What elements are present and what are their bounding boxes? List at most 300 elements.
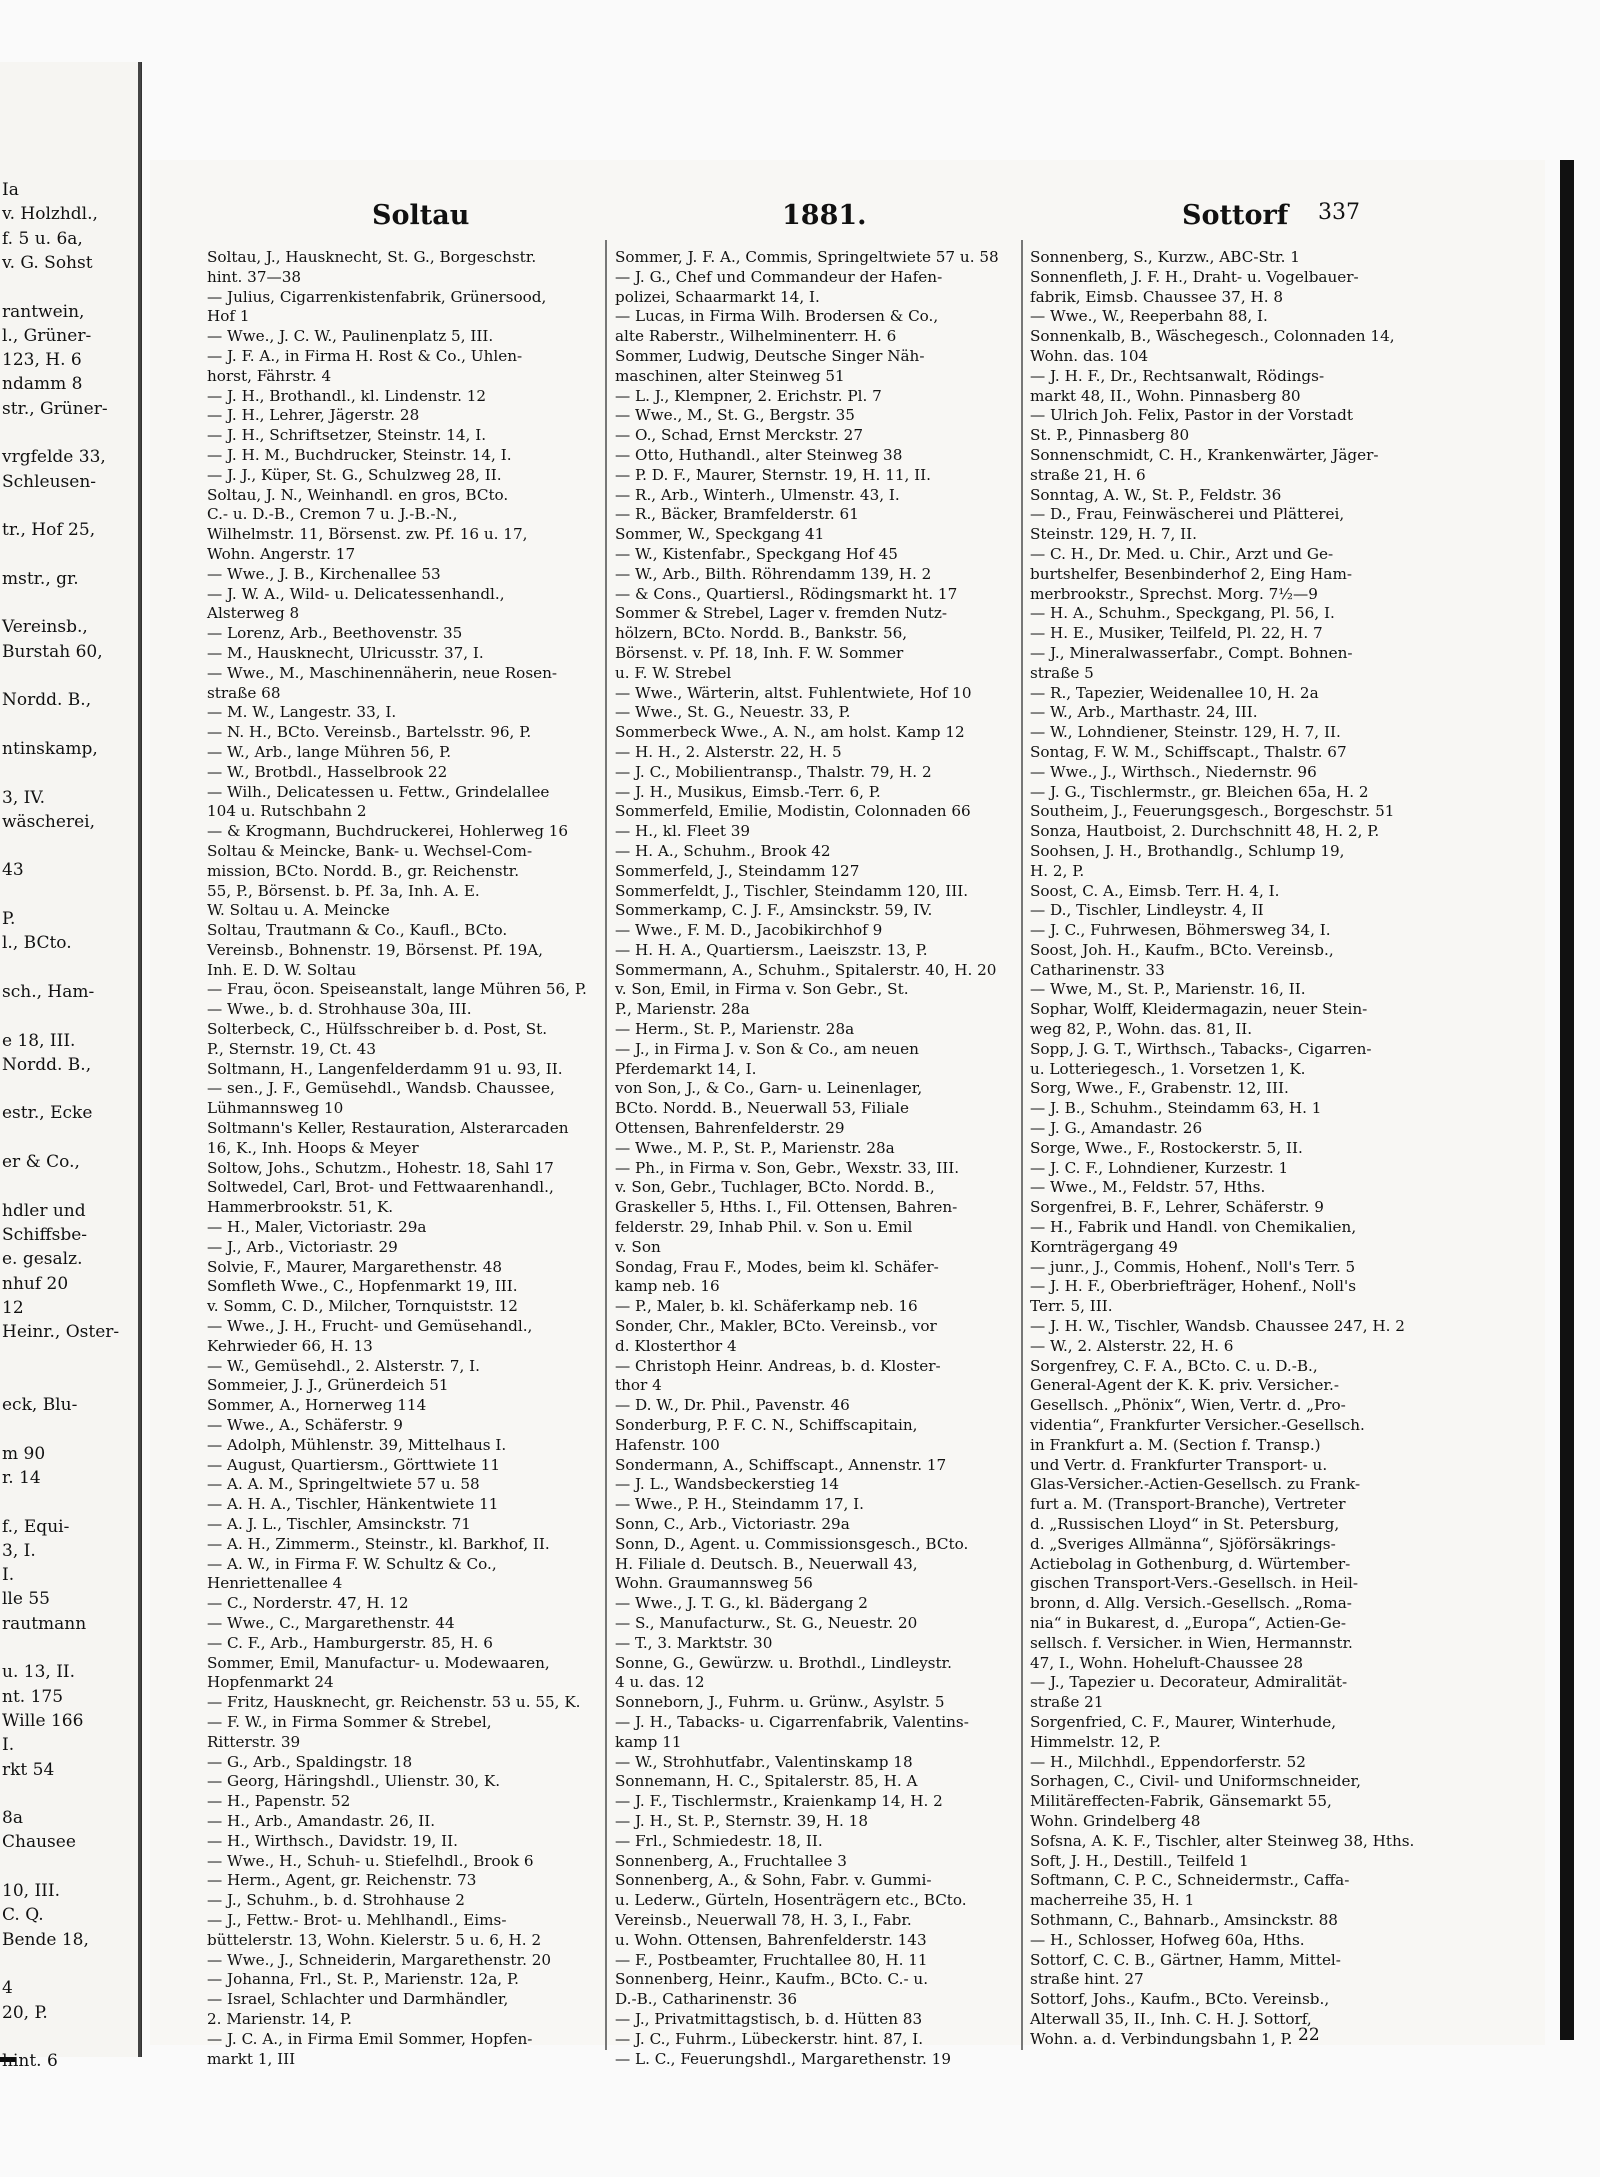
directory-entry-line: H. 2, P. xyxy=(1030,861,1085,880)
directory-entry-line: Ottensen, Bahrenfelderstr. 29 xyxy=(615,1119,845,1138)
directory-column-1 xyxy=(207,248,595,2068)
directory-entry-line: Lühmannsweg 10 xyxy=(207,1099,344,1118)
directory-entry-line: — W., 2. Alsterstr. 22, H. 6 xyxy=(1030,1336,1234,1355)
facing-page-text-fragment: Schiffsbe- xyxy=(2,1224,88,1245)
directory-entry-line: Steinstr. 129, H. 7, II. xyxy=(1030,525,1197,544)
directory-entry-line: — W., Arb., lange Mühren 56, P. xyxy=(207,742,452,761)
directory-entry-line: Catharinenstr. 33 xyxy=(1030,960,1165,979)
directory-entry-line: — Georg, Häringshdl., Ulienstr. 30, K. xyxy=(207,1772,501,1791)
directory-entry-line: Sonderburg, P. F. C. N., Schiffscapitain, xyxy=(615,1416,918,1435)
directory-entry-line: maschinen, alter Steinweg 51 xyxy=(615,366,845,385)
directory-entry-line: Sonnenberg, Heinr., Kaufm., BCto. C.- u. xyxy=(615,1970,929,1989)
directory-entry-line: Soltow, Johs., Schutzm., Hohestr. 18, Sahl 17 xyxy=(207,1158,554,1177)
directory-entry-line: 16, K., Inh. Hoops & Meyer xyxy=(207,1138,419,1157)
directory-entry-line: — J. W. A., Wild- u. Delicatessenhandl., xyxy=(207,584,505,603)
facing-page-text-fragment: v. G. Sohst xyxy=(2,252,93,273)
directory-entry-line: — F., Postbeamter, Fruchtallee 80, H. 11 xyxy=(615,1950,928,1969)
directory-entry-line: — N. H., BCto. Vereinsb., Bartelsstr. 96, P. xyxy=(207,723,532,742)
directory-entry-line: — J. H., Lehrer, Jägerstr. 28 xyxy=(207,406,420,425)
directory-entry-line: — J. H., Tabacks- u. Cigarrenfabrik, Valentins- xyxy=(615,1712,969,1731)
directory-entry-line: — sen., J. F., Gemüsehdl., Wandsb. Chaussee, xyxy=(207,1079,555,1098)
directory-entry-line: — H., Schlosser, Hofweg 60a, Hths. xyxy=(1030,1930,1305,1949)
directory-entry-line: Southeim, J., Feuerungsgesch., Borgeschstr. 51 xyxy=(1030,802,1395,821)
directory-entry-line: — Ulrich Joh. Felix, Pastor in der Vorstadt xyxy=(1030,406,1353,425)
directory-entry-line: Sothmann, C., Bahnarb., Amsinckstr. 88 xyxy=(1030,1910,1338,1929)
directory-entry-line: Hafenstr. 100 xyxy=(615,1435,720,1454)
directory-entry-line: — H., Wirthsch., Davidstr. 19, II. xyxy=(207,1831,458,1850)
directory-entry-line: — Wwe., St. G., Neuestr. 33, P. xyxy=(615,703,851,722)
directory-entry-line: Hof 1 xyxy=(207,307,250,326)
directory-entry-line: — A. W., in Firma F. W. Schultz & Co., xyxy=(207,1554,497,1573)
facing-page-text-fragment: I. xyxy=(2,1735,15,1756)
directory-entry-line: — J., Fettw.- Brot- u. Mehlhandl., Eims- xyxy=(207,1910,507,1929)
directory-entry-line: — Wwe., J. C. W., Paulinenplatz 5, III. xyxy=(207,327,494,346)
facing-page-text-fragment: vrgfelde 33, xyxy=(2,447,106,468)
directory-entry-line: burtshelfer, Besenbinderhof 2, Eing Ham- xyxy=(1030,564,1352,583)
directory-entry-line: — Julius, Cigarrenkistenfabrik, Grünersood, xyxy=(207,287,547,306)
directory-entry-line: — August, Quartiersm., Görttwiete 11 xyxy=(207,1455,501,1474)
column-rule xyxy=(605,240,607,2050)
directory-entry-line: Sommer, Ludwig, Deutsche Singer Näh- xyxy=(615,346,925,365)
directory-entry-line: — J. C., Mobilientransp., Thalstr. 79, H. 2 xyxy=(615,762,932,781)
directory-entry-line: — H., Milchhdl., Eppendorferstr. 52 xyxy=(1030,1752,1306,1771)
facing-page-text-fragment: v. Holzhdl., xyxy=(2,204,98,225)
directory-entry-line: Gesellsch. „Phönix“, Wien, Vertr. d. „Pro- xyxy=(1030,1396,1346,1415)
directory-entry-line: W. Soltau u. A. Meincke xyxy=(207,901,390,920)
directory-entry-line: BCto. Nordd. B., Neuerwall 53, Filiale xyxy=(615,1099,910,1118)
directory-entry-line: — Herm., Agent, gr. Reichenstr. 73 xyxy=(207,1871,477,1890)
directory-entry-line: — Wwe., J., Wirthsch., Niedernstr. 96 xyxy=(1030,762,1317,781)
directory-entry-line: — Otto, Huthandl., alter Steinweg 38 xyxy=(615,445,903,464)
directory-entry-line: u. Lederw., Gürteln, Hosenträgern etc., BCto. xyxy=(615,1891,967,1910)
directory-entry-line: — Christoph Heinr. Andreas, b. d. Kloster- xyxy=(615,1356,941,1375)
directory-entry-line: Soltau, Trautmann & Co., Kaufl., BCto. xyxy=(207,921,508,940)
directory-entry-line: — Israel, Schlachter und Darmhändler, xyxy=(207,1990,509,2009)
facing-page-text-fragment: lle 55 xyxy=(2,1589,50,1610)
header-year: 1881. xyxy=(782,200,867,231)
directory-entry-line: Sommerfeld, J., Steindamm 127 xyxy=(615,861,860,880)
directory-entry-line: Sofsna, A. K. F., Tischler, alter Steinweg 38, Hths. xyxy=(1030,1831,1415,1850)
directory-entry-line: Sommer, J. F. A., Commis, Springeltwiete 57 u. 58 xyxy=(615,248,999,266)
directory-entry-line: Glas-Versicher.-Actien-Gesellsch. zu Frank- xyxy=(1030,1475,1361,1494)
directory-entry-line: — A. J. L., Tischler, Amsinckstr. 71 xyxy=(207,1515,471,1533)
facing-page-text-fragment: P. xyxy=(2,909,16,929)
directory-entry-line: — Wwe., H., Schuh- u. Stiefelhdl., Brook 6 xyxy=(207,1851,534,1870)
directory-entry-line: — Wwe., J. B., Kirchenallee 53 xyxy=(207,564,441,583)
facing-page-text-fragment: Wille 166 xyxy=(2,1710,84,1731)
directory-entry-line: — D. W., Dr. Phil., Pavenstr. 46 xyxy=(615,1396,850,1415)
directory-entry-line: — J. H. F., Oberbriefträger, Hohenf., Noll's xyxy=(1030,1277,1356,1296)
directory-entry-line: d. „Sveriges Allmänna“, Sjöförsäkrings- xyxy=(1030,1534,1336,1553)
directory-entry-line: Militäreffecten-Fabrik, Gänsemarkt 55, xyxy=(1030,1792,1332,1811)
directory-entry-line: merbrookstr., Sprechst. Morg. 7½—9 xyxy=(1030,584,1318,603)
directory-entry-line: — W., Kistenfabr., Speckgang Hof 45 xyxy=(615,544,898,563)
directory-entry-line: straße hint. 27 xyxy=(1030,1970,1144,1989)
directory-entry-line: — Wwe., J. H., Frucht- und Gemüsehandl., xyxy=(207,1317,533,1336)
directory-entry-line: und Vertr. d. Frankfurter Transport- u. xyxy=(1030,1455,1328,1474)
directory-entry-line: v. Son xyxy=(615,1237,661,1256)
directory-entry-line: C.- u. D.-B., Cremon 7 u. J.-B.-N., xyxy=(207,505,458,524)
facing-page-text-fragment: Bende 18, xyxy=(2,1929,89,1950)
facing-page-text-fragment: l., Grüner- xyxy=(2,325,92,346)
directory-entry-line: — J. G., Tischlermstr., gr. Bleichen 65a, H. 2 xyxy=(1030,782,1369,801)
directory-entry-line: Soohsen, J. H., Brothandlg., Schlump 19, xyxy=(1030,841,1345,860)
directory-entry-line: 47, I., Wohn. Hoheluft-Chaussee 28 xyxy=(1030,1653,1304,1672)
facing-page-text-fragment: Vereinsb., xyxy=(2,617,88,638)
directory-entry-line: Ritterstr. 39 xyxy=(207,1732,301,1751)
directory-entry-line: Sorgenfried, C. F., Maurer, Winterhude, xyxy=(1030,1712,1337,1731)
directory-entry-line: d. „Russischen Lloyd“ in St. Petersburg, xyxy=(1030,1515,1340,1533)
facing-page-text-fragment: f., Equi- xyxy=(2,1516,70,1537)
directory-entry-line: in Frankfurt a. M. (Section f. Transp.) xyxy=(1030,1435,1321,1454)
directory-entry-line: Sommerbeck Wwe., A. N., am holst. Kamp 12 xyxy=(615,723,965,742)
facing-page-text-fragment: sch., Ham- xyxy=(2,981,95,1002)
directory-entry-line: Soltau & Meincke, Bank- u. Wechsel-Com- xyxy=(207,841,533,860)
directory-entry-line: — O., Schad, Ernst Merckstr. 27 xyxy=(615,426,864,445)
facing-page-text-fragment: e 18, III. xyxy=(2,1030,76,1051)
directory-entry-line: — H., Arb., Amandastr. 26, II. xyxy=(207,1811,436,1830)
directory-entry-line: — J. H., Schriftsetzer, Steinstr. 14, I. xyxy=(207,426,487,445)
running-header xyxy=(150,200,1545,234)
directory-entry-line: H. Filiale d. Deutsch. B., Neuerwall 43, xyxy=(615,1554,918,1573)
directory-entry-line: — Wwe., A., Schäferstr. 9 xyxy=(207,1416,403,1435)
facing-page-text-fragment: 8a xyxy=(2,1808,23,1829)
directory-entry-line: — & Krogmann, Buchdruckerei, Hohlerweg 16 xyxy=(207,822,569,841)
directory-entry-line: — C. F., Arb., Hamburgerstr. 85, H. 6 xyxy=(207,1633,493,1652)
directory-entry-line: D.-B., Catharinenstr. 36 xyxy=(615,1990,797,2009)
directory-entry-line: mission, BCto. Nordd. B., gr. Reichenstr. xyxy=(207,861,520,880)
directory-entry-line: Sottorf, C. C. B., Gärtner, Hamm, Mittel- xyxy=(1030,1950,1341,1969)
directory-entry-line: — J., Schuhm., b. d. Strohhause 2 xyxy=(207,1891,465,1910)
directory-entry-line: Soost, Joh. H., Kaufm., BCto. Vereinsb., xyxy=(1030,940,1334,959)
directory-entry-line: — Lucas, in Firma Wilh. Brodersen & Co., xyxy=(615,307,939,326)
directory-entry-line: — Wwe., b. d. Strohhause 30a, III. xyxy=(207,1000,472,1019)
directory-entry-line: — A. H., Zimmerm., Steinstr., kl. Barkhof, II. xyxy=(207,1534,550,1553)
directory-entry-line: Sommerkamp, C. J. F., Amsinckstr. 59, IV. xyxy=(615,901,933,920)
directory-entry-line: — J., Arb., Victoriastr. 29 xyxy=(207,1237,398,1256)
directory-entry-line: Sophar, Wolff, Kleidermagazin, neuer Stein- xyxy=(1030,1000,1368,1019)
directory-entry-line: — Wwe., P. H., Steindamm 17, I. xyxy=(615,1495,864,1514)
directory-entry-line: polizei, Schaarmarkt 14, I. xyxy=(615,287,820,306)
directory-entry-line: v. Somm, C. D., Milcher, Tornquiststr. 12 xyxy=(207,1297,518,1316)
directory-entry-line: — W., Gemüsehdl., 2. Alsterstr. 7, I. xyxy=(207,1356,480,1375)
signature-mark: 22 xyxy=(1298,2025,1320,2045)
facing-page-text-fragment: er & Co., xyxy=(2,1152,80,1172)
directory-entry-line: — J. F. A., in Firma H. Rost & Co., Uhlen- xyxy=(207,346,523,365)
directory-entry-line: Sontag, F. W. M., Schiffscapt., Thalstr. 67 xyxy=(1030,742,1347,761)
directory-entry-line: Sorhagen, C., Civil- und Uniformschneider, xyxy=(1030,1772,1361,1791)
facing-page-text-fragment: 20, P. xyxy=(2,2002,48,2023)
directory-entry-line: Kehrwieder 66, H. 13 xyxy=(207,1336,373,1355)
facing-page-text-fragment: rantwein, xyxy=(2,301,85,322)
directory-entry-line: — L. C., Feuerungshdl., Margarethenstr. 19 xyxy=(615,2049,951,2068)
directory-entry-line: Sonnenberg, A., & Sohn, Fabr. v. Gummi- xyxy=(615,1871,932,1890)
directory-entry-line: Somfleth Wwe., C., Hopfenmarkt 19, III. xyxy=(207,1277,518,1296)
directory-entry-line: — J. C. F., Lohndiener, Kurzestr. 1 xyxy=(1030,1158,1289,1177)
directory-entry-line: Sorgenfrei, B. F., Lehrer, Schäferstr. 9 xyxy=(1030,1198,1324,1217)
directory-entry-line: Sonn, D., Agent. u. Commissionsgesch., BCto. xyxy=(615,1534,969,1553)
directory-entry-line: — H., Fabrik und Handl. von Chemikalien, xyxy=(1030,1218,1357,1237)
directory-entry-line: — R., Arb., Winterh., Ulmenstr. 43, I. xyxy=(615,485,900,504)
directory-entry-line: — D., Tischler, Lindleystr. 4, II xyxy=(1030,901,1264,920)
book-gutter xyxy=(138,62,141,2057)
directory-entry-line: Vereinsb., Bohnenstr. 19, Börsenst. Pf. 19A, xyxy=(207,940,543,959)
facing-page-text-fragment: rkt 54 xyxy=(2,1759,55,1780)
directory-entry-line: kamp neb. 16 xyxy=(615,1277,720,1296)
directory-entry-line: Sorge, Wwe., F., Rostockerstr. 5, II. xyxy=(1030,1138,1303,1157)
directory-entry-line: markt 48, II., Wohn. Pinnasberg 80 xyxy=(1030,386,1301,405)
directory-entry-line: Soost, C. A., Eimsb. Terr. H. 4, I. xyxy=(1030,881,1280,900)
directory-entry-line: — A. H. A., Tischler, Hänkentwiete 11 xyxy=(207,1495,499,1514)
directory-entry-line: 2. Marienstr. 14, P. xyxy=(207,2009,352,2028)
directory-entry-line: — H. A., Schuhm., Brook 42 xyxy=(615,841,831,860)
directory-entry-line: — J. H. W., Tischler, Wandsb. Chaussee 247, H. 2 xyxy=(1030,1317,1405,1336)
directory-entry-line: — Johanna, Frl., St. P., Marienstr. 12a, P. xyxy=(207,1970,519,1989)
directory-entry-line: — A. A. M., Springeltwiete 57 u. 58 xyxy=(207,1475,480,1494)
directory-entry-line: — F. W., in Firma Sommer & Strebel, xyxy=(207,1712,492,1731)
directory-entry-line: Sonneborn, J., Fuhrm. u. Grünw., Asylstr. 5 xyxy=(615,1693,945,1712)
directory-entry-line: — J. J., Küper, St. G., Schulzweg 28, II. xyxy=(207,465,502,484)
directory-entry-line: Sonntag, A. W., St. P., Feldstr. 36 xyxy=(1030,485,1282,504)
directory-entry-line: — J., Tapezier u. Decorateur, Admiralität- xyxy=(1030,1673,1348,1692)
directory-entry-line: Wohn. a. d. Verbindungsbahn 1, P. xyxy=(1030,2029,1293,2048)
directory-entry-line: — Fritz, Hausknecht, gr. Reichenstr. 53 u. 55, K. xyxy=(207,1693,581,1712)
directory-entry-line: von Son, J., & Co., Garn- u. Leinenlager, xyxy=(615,1079,923,1098)
directory-entry-line: sellsch. f. Versicher. in Wien, Hermannstr. xyxy=(1030,1633,1353,1652)
directory-entry-line: — J. B., Schuhm., Steindamm 63, H. 1 xyxy=(1030,1099,1322,1118)
facing-page-text-fragment: wäscherei, xyxy=(2,811,95,832)
page-number: 337 xyxy=(1318,200,1360,225)
directory-entry-line: u. Wohn. Ottensen, Bahrenfelderstr. 143 xyxy=(615,1930,927,1949)
directory-entry-line: — Lorenz, Arb., Beethovenstr. 35 xyxy=(207,624,463,643)
directory-entry-line: — W., Brotbdl., Hasselbrook 22 xyxy=(207,762,448,781)
directory-entry-line: horst, Fährstr. 4 xyxy=(207,366,332,385)
directory-entry-line: Wilhelmstr. 11, Börsenst. zw. Pf. 16 u. 17, xyxy=(207,525,528,544)
directory-entry-line: Sopp, J. G. T., Wirthsch., Tabacks-, Cigarren- xyxy=(1030,1039,1372,1058)
directory-entry-line: Sonn, C., Arb., Victoriastr. 29a xyxy=(615,1515,850,1533)
directory-entry-line: — Wwe., W., Reeperbahn 88, I. xyxy=(1030,307,1268,326)
directory-entry-line: P., Sternstr. 19, Ct. 43 xyxy=(207,1039,376,1058)
directory-entry-line: büttelerstr. 13, Wohn. Kielerstr. 5 u. 6, H. 2 xyxy=(207,1930,542,1949)
directory-entry-line: — J. H. M., Buchdrucker, Steinstr. 14, I. xyxy=(207,445,512,464)
directory-entry-line: Sommer, Emil, Manufactur- u. Modewaaren, xyxy=(207,1653,550,1672)
directory-column-3 xyxy=(1030,248,1435,2048)
facing-page-text-fragment: nt. 175 xyxy=(2,1686,64,1707)
directory-entry-line: — Adolph, Mühlenstr. 39, Mittelhaus I. xyxy=(207,1435,507,1454)
directory-entry-line: — Wwe., M., Maschinennäherin, neue Rosen- xyxy=(207,663,558,682)
directory-entry-line: Sommer, W., Speckgang 41 xyxy=(615,525,825,544)
directory-entry-line: St. P., Pinnasberg 80 xyxy=(1030,426,1190,445)
directory-entry-line: Hopfenmarkt 24 xyxy=(207,1673,334,1692)
directory-entry-line: Sommer, A., Hornerweg 114 xyxy=(207,1396,427,1415)
facing-page-text-fragment: I. xyxy=(2,1565,15,1586)
directory-entry-line: — R., Tapezier, Weidenallee 10, H. 2a xyxy=(1030,683,1319,702)
directory-entry-line: Sommeier, J. J., Grünerdeich 51 xyxy=(207,1376,449,1395)
directory-entry-line: d. Klosterthor 4 xyxy=(615,1336,737,1355)
column-rule xyxy=(1021,240,1023,2050)
facing-page-text-fragment: Heinr., Oster- xyxy=(2,1322,120,1343)
directory-entry-line: — W., Arb., Bilth. Röhrendamm 139, H. 2 xyxy=(615,564,932,583)
facing-page-text-fragment: Chausee xyxy=(2,1832,76,1853)
directory-entry-line: Sonnenkalb, B., Wäschegesch., Colonnaden 14, xyxy=(1030,327,1395,346)
facing-page-text-fragment: l., BCto. xyxy=(2,933,72,954)
directory-entry-line: Sorgenfrey, C. F. A., BCto. C. u. D.-B., xyxy=(1030,1356,1318,1375)
directory-entry-line: v. Son, Emil, in Firma v. Son Gebr., St. xyxy=(615,980,909,999)
directory-entry-line: — P. D. F., Maurer, Sternstr. 19, H. 11, II. xyxy=(615,465,932,484)
directory-entry-line: u. F. W. Strebel xyxy=(615,663,732,682)
directory-entry-line: Hammerbrookstr. 51, K. xyxy=(207,1198,394,1217)
directory-entry-line: — M., Hausknecht, Ulricusstr. 37, I. xyxy=(207,643,484,662)
directory-entry-line: — H. H. A., Quartiersm., Laeiszstr. 13, P. xyxy=(615,940,928,959)
facing-page-text-fragment: ntinskamp, xyxy=(2,738,98,759)
directory-entry-line: — & Cons., Quartiersl., Rödingsmarkt ht. 17 xyxy=(615,584,958,603)
directory-entry-line: — junr., J., Commis, Hohenf., Noll's Terr. 5 xyxy=(1030,1257,1356,1276)
directory-entry-line: — Herm., St. P., Marienstr. 28a xyxy=(615,1020,855,1039)
directory-entry-line: straße 21 xyxy=(1030,1693,1104,1712)
directory-entry-line: Kornträgergang 49 xyxy=(1030,1237,1178,1256)
directory-entry-line: — J., Mineralwasserfabr., Compt. Bohnen- xyxy=(1030,643,1353,662)
facing-page-text-fragment: C. Q. xyxy=(2,1905,44,1926)
facing-page-text-fragment: hdler und xyxy=(2,1200,86,1221)
directory-entry-line: — Frau, öcon. Speiseanstalt, lange Mühren 56, P. xyxy=(207,980,587,999)
directory-entry-line: — J., Privatmittagstisch, b. d. Hütten 83 xyxy=(615,2009,923,2028)
directory-entry-line: — J. F., Tischlermstr., Kraienkamp 14, H. 2 xyxy=(615,1792,943,1811)
directory-entry-line: kamp 11 xyxy=(615,1732,682,1751)
facing-page-text-fragment: Nordd. B., xyxy=(2,690,92,711)
facing-page-text-fragment: Burstah 60, xyxy=(2,641,103,662)
facing-page-text-fragment: Ia xyxy=(2,180,19,200)
directory-entry-line: — L. J., Klempner, 2. Erichstr. Pl. 7 xyxy=(615,386,882,405)
directory-entry-line: — W., Strohhutfabr., Valentinskamp 18 xyxy=(615,1752,913,1771)
directory-entry-line: — Ph., in Firma v. Son, Gebr., Wexstr. 33, III. xyxy=(615,1158,960,1177)
directory-entry-line: — Wwe., M., Feldstr. 57, Hths. xyxy=(1030,1178,1266,1197)
facing-page-text-fragment: estr., Ecke xyxy=(2,1103,93,1124)
facing-page-text-fragment: 3, I. xyxy=(2,1540,36,1561)
facing-page-text-fragment: mstr., gr. xyxy=(2,568,79,589)
facing-page-text-fragment: r. 14 xyxy=(2,1467,41,1488)
directory-entry-line: — J. C., Fuhrwesen, Böhmersweg 34, I. xyxy=(1030,921,1331,940)
directory-entry-line: — W., Arb., Marthastr. 24, III. xyxy=(1030,703,1258,722)
facing-page-text-fragment: hint. 6 xyxy=(2,2051,58,2072)
directory-entry-line: fabrik, Eimsb. Chaussee 37, H. 8 xyxy=(1030,287,1284,306)
facing-page-text-fragment: 3, IV. xyxy=(2,787,46,808)
facing-page-text-fragment: str., Grüner- xyxy=(2,398,108,419)
directory-entry-line: Sorg, Wwe., F., Grabenstr. 12, III. xyxy=(1030,1079,1289,1098)
directory-entry-line: videntia“, Frankfurter Versicher.-Gesellsch. xyxy=(1030,1416,1365,1435)
facing-page-text-fragment: Nordd. B., xyxy=(2,1054,92,1075)
scan-right-border xyxy=(1560,160,1574,2040)
directory-entry-line: Inh. E. D. W. Soltau xyxy=(207,960,357,979)
directory-entry-line: alte Raberstr., Wilhelminenterr. H. 6 xyxy=(615,327,897,346)
directory-entry-line: hölzern, BCto. Nordd. B., Bankstr. 56, xyxy=(615,624,908,643)
directory-entry-line: Solterbeck, C., Hülfsschreiber b. d. Post, St. xyxy=(207,1020,548,1039)
directory-entry-line: Sonnemann, H. C., Spitalerstr. 85, H. A xyxy=(615,1772,918,1791)
directory-entry-line: felderstr. 29, Inhab Phil. v. Son u. Emil xyxy=(615,1218,913,1237)
directory-entry-line: Sonza, Hautboist, 2. Durchschnitt 48, H. 2, P. xyxy=(1030,822,1380,841)
directory-entry-line: Wohn. Graumannsweg 56 xyxy=(615,1574,813,1593)
directory-entry-line: Sottorf, Johs., Kaufm., BCto. Vereinsb., xyxy=(1030,1990,1330,2009)
directory-entry-line: — J. G., Chef und Commandeur der Hafen- xyxy=(615,267,943,286)
directory-entry-line: — Wwe., M., St. G., Bergstr. 35 xyxy=(615,406,855,425)
directory-entry-line: — C., Norderstr. 47, H. 12 xyxy=(207,1594,409,1613)
directory-entry-line: Softmann, C. P. C., Schneidermstr., Caffa- xyxy=(1030,1871,1350,1890)
directory-entry-line: Soft, J. H., Destill., Teilfeld 1 xyxy=(1030,1851,1249,1870)
header-first-name: Soltau xyxy=(372,200,470,231)
facing-page-text-fragment: m 90 xyxy=(2,1443,46,1464)
directory-entry-line: Wohn. Grindelberg 48 xyxy=(1030,1811,1201,1830)
directory-entry-line: Wohn. das. 104 xyxy=(1030,346,1149,365)
directory-entry-line: — H., Maler, Victoriastr. 29a xyxy=(207,1218,427,1237)
directory-entry-line: — J. H., St. P., Sternstr. 39, H. 18 xyxy=(615,1811,868,1830)
facing-page-text-fragment: u. 13, II. xyxy=(2,1662,76,1683)
directory-entry-line: straße 5 xyxy=(1030,663,1094,682)
directory-column-2 xyxy=(615,248,1013,2068)
directory-entry-line: Wohn. Angerstr. 17 xyxy=(207,544,356,563)
directory-entry-line: 55, P., Börsenst. b. Pf. 3a, Inh. A. E. xyxy=(207,881,480,900)
directory-entry-line: Sonnenschmidt, C. H., Krankenwärter, Jäger- xyxy=(1030,445,1379,464)
directory-entry-line: Sondag, Frau F., Modes, beim kl. Schäfer- xyxy=(615,1257,939,1276)
directory-entry-line: u. Lotteriegesch., 1. Vorsetzen 1, K. xyxy=(1030,1059,1306,1078)
facing-page-text-fragment: 43 xyxy=(2,860,24,881)
directory-entry-line: Sonder, Chr., Makler, BCto. Vereinsb., vor xyxy=(615,1317,937,1336)
directory-entry-line: Terr. 5, III. xyxy=(1030,1297,1113,1316)
directory-entry-line: — G., Arb., Spaldingstr. 18 xyxy=(207,1752,413,1771)
directory-entry-line: — J. G., Amandastr. 26 xyxy=(1030,1119,1203,1138)
header-last-name: Sottorf xyxy=(1182,200,1289,231)
directory-entry-line: — J. C. A., in Firma Emil Sommer, Hopfen- xyxy=(207,2029,533,2048)
directory-entry-line: thor 4 xyxy=(615,1376,662,1395)
directory-entry-line: Soltmann's Keller, Restauration, Alsterarcaden xyxy=(207,1119,569,1138)
directory-entry-line: Sommer & Strebel, Lager v. fremden Nutz- xyxy=(615,604,948,623)
directory-entry-line: Soltmann, H., Langenfelderdamm 91 u. 93, II. xyxy=(207,1059,563,1078)
directory-entry-line: macherreihe 35, H. 1 xyxy=(1030,1891,1195,1910)
directory-entry-line: Sonnenfleth, J. F. H., Draht- u. Vogelbauer- xyxy=(1030,267,1359,286)
facing-page-text-fragment: 10, III. xyxy=(2,1881,60,1901)
directory-entry-line: — J. L., Wandsbeckerstieg 14 xyxy=(615,1475,840,1494)
directory-entry-line: — S., Manufacturw., St. G., Neuestr. 20 xyxy=(615,1613,918,1632)
directory-page xyxy=(150,160,1545,2068)
directory-entry-line: — Wwe., Wärterin, altst. Fuhlentwiete, Hof 10 xyxy=(615,683,972,702)
directory-entry-line: Sonnenberg, A., Fruchtallee 3 xyxy=(615,1851,847,1870)
directory-entry-line: — Wwe., J. T. G., kl. Bädergang 2 xyxy=(615,1594,868,1613)
directory-entry-line: Sommerfeldt, J., Tischler, Steindamm 120, III. xyxy=(615,881,969,900)
facing-page-text-fragment: e. gesalz. xyxy=(2,1249,83,1270)
directory-entry-line: Actiebolag in Gothenburg, d. Würtember- xyxy=(1030,1554,1351,1573)
directory-entry-line: nia“ in Bukarest, d. „Europa“, Actien-Ge- xyxy=(1030,1613,1347,1632)
directory-entry-line: 4 u. das. 12 xyxy=(615,1673,705,1692)
directory-entry-line: Sonne, G., Gewürzw. u. Brothdl., Lindleystr. xyxy=(615,1653,952,1672)
directory-entry-line: Alterwall 35, II., Inh. C. H. J. Sottorf, xyxy=(1030,2009,1312,2028)
directory-entry-line: Himmelstr. 12, P. xyxy=(1030,1732,1161,1751)
directory-entry-line: Soltau, J., Hausknecht, St. G., Borgeschstr. xyxy=(207,248,537,266)
directory-entry-line: — Wwe., J., Schneiderin, Margarethenstr. 20 xyxy=(207,1950,552,1969)
directory-entry-line: Soltwedel, Carl, Brot- und Fettwaarenhandl., xyxy=(207,1178,554,1197)
directory-entry-line: Graskeller 5, Hths. I., Fil. Ottensen, Bahren- xyxy=(615,1198,958,1217)
directory-entry-line: — J. H., Musikus, Eimsb.-Terr. 6, P. xyxy=(615,782,881,801)
directory-entry-line: — C. H., Dr. Med. u. Chir., Arzt und Ge- xyxy=(1030,544,1334,563)
directory-entry-line: — D., Frau, Feinwäscherei und Plätterei, xyxy=(1030,505,1345,524)
directory-entry-line: straße 21, H. 6 xyxy=(1030,465,1146,484)
directory-entry-line: Sommerfeld, Emilie, Modistin, Colonnaden 66 xyxy=(615,802,971,821)
directory-entry-line: — J. H., Brothandl., kl. Lindenstr. 12 xyxy=(207,386,487,405)
directory-entry-line: — H., Papenstr. 52 xyxy=(207,1792,351,1811)
directory-entry-line: Sommermann, A., Schuhm., Spitalerstr. 40, H. 20 xyxy=(615,960,997,979)
directory-entry-line: — H. E., Musiker, Teilfeld, Pl. 22, H. 7 xyxy=(1030,624,1323,643)
directory-entry-line: Pferdemarkt 14, I. xyxy=(615,1059,757,1078)
facing-page-fragment xyxy=(0,62,142,2072)
directory-entry-line: Alsterweg 8 xyxy=(207,604,300,623)
directory-entry-line: — J. C., Fuhrm., Lübeckerstr. hint. 87, I. xyxy=(615,2029,924,2048)
